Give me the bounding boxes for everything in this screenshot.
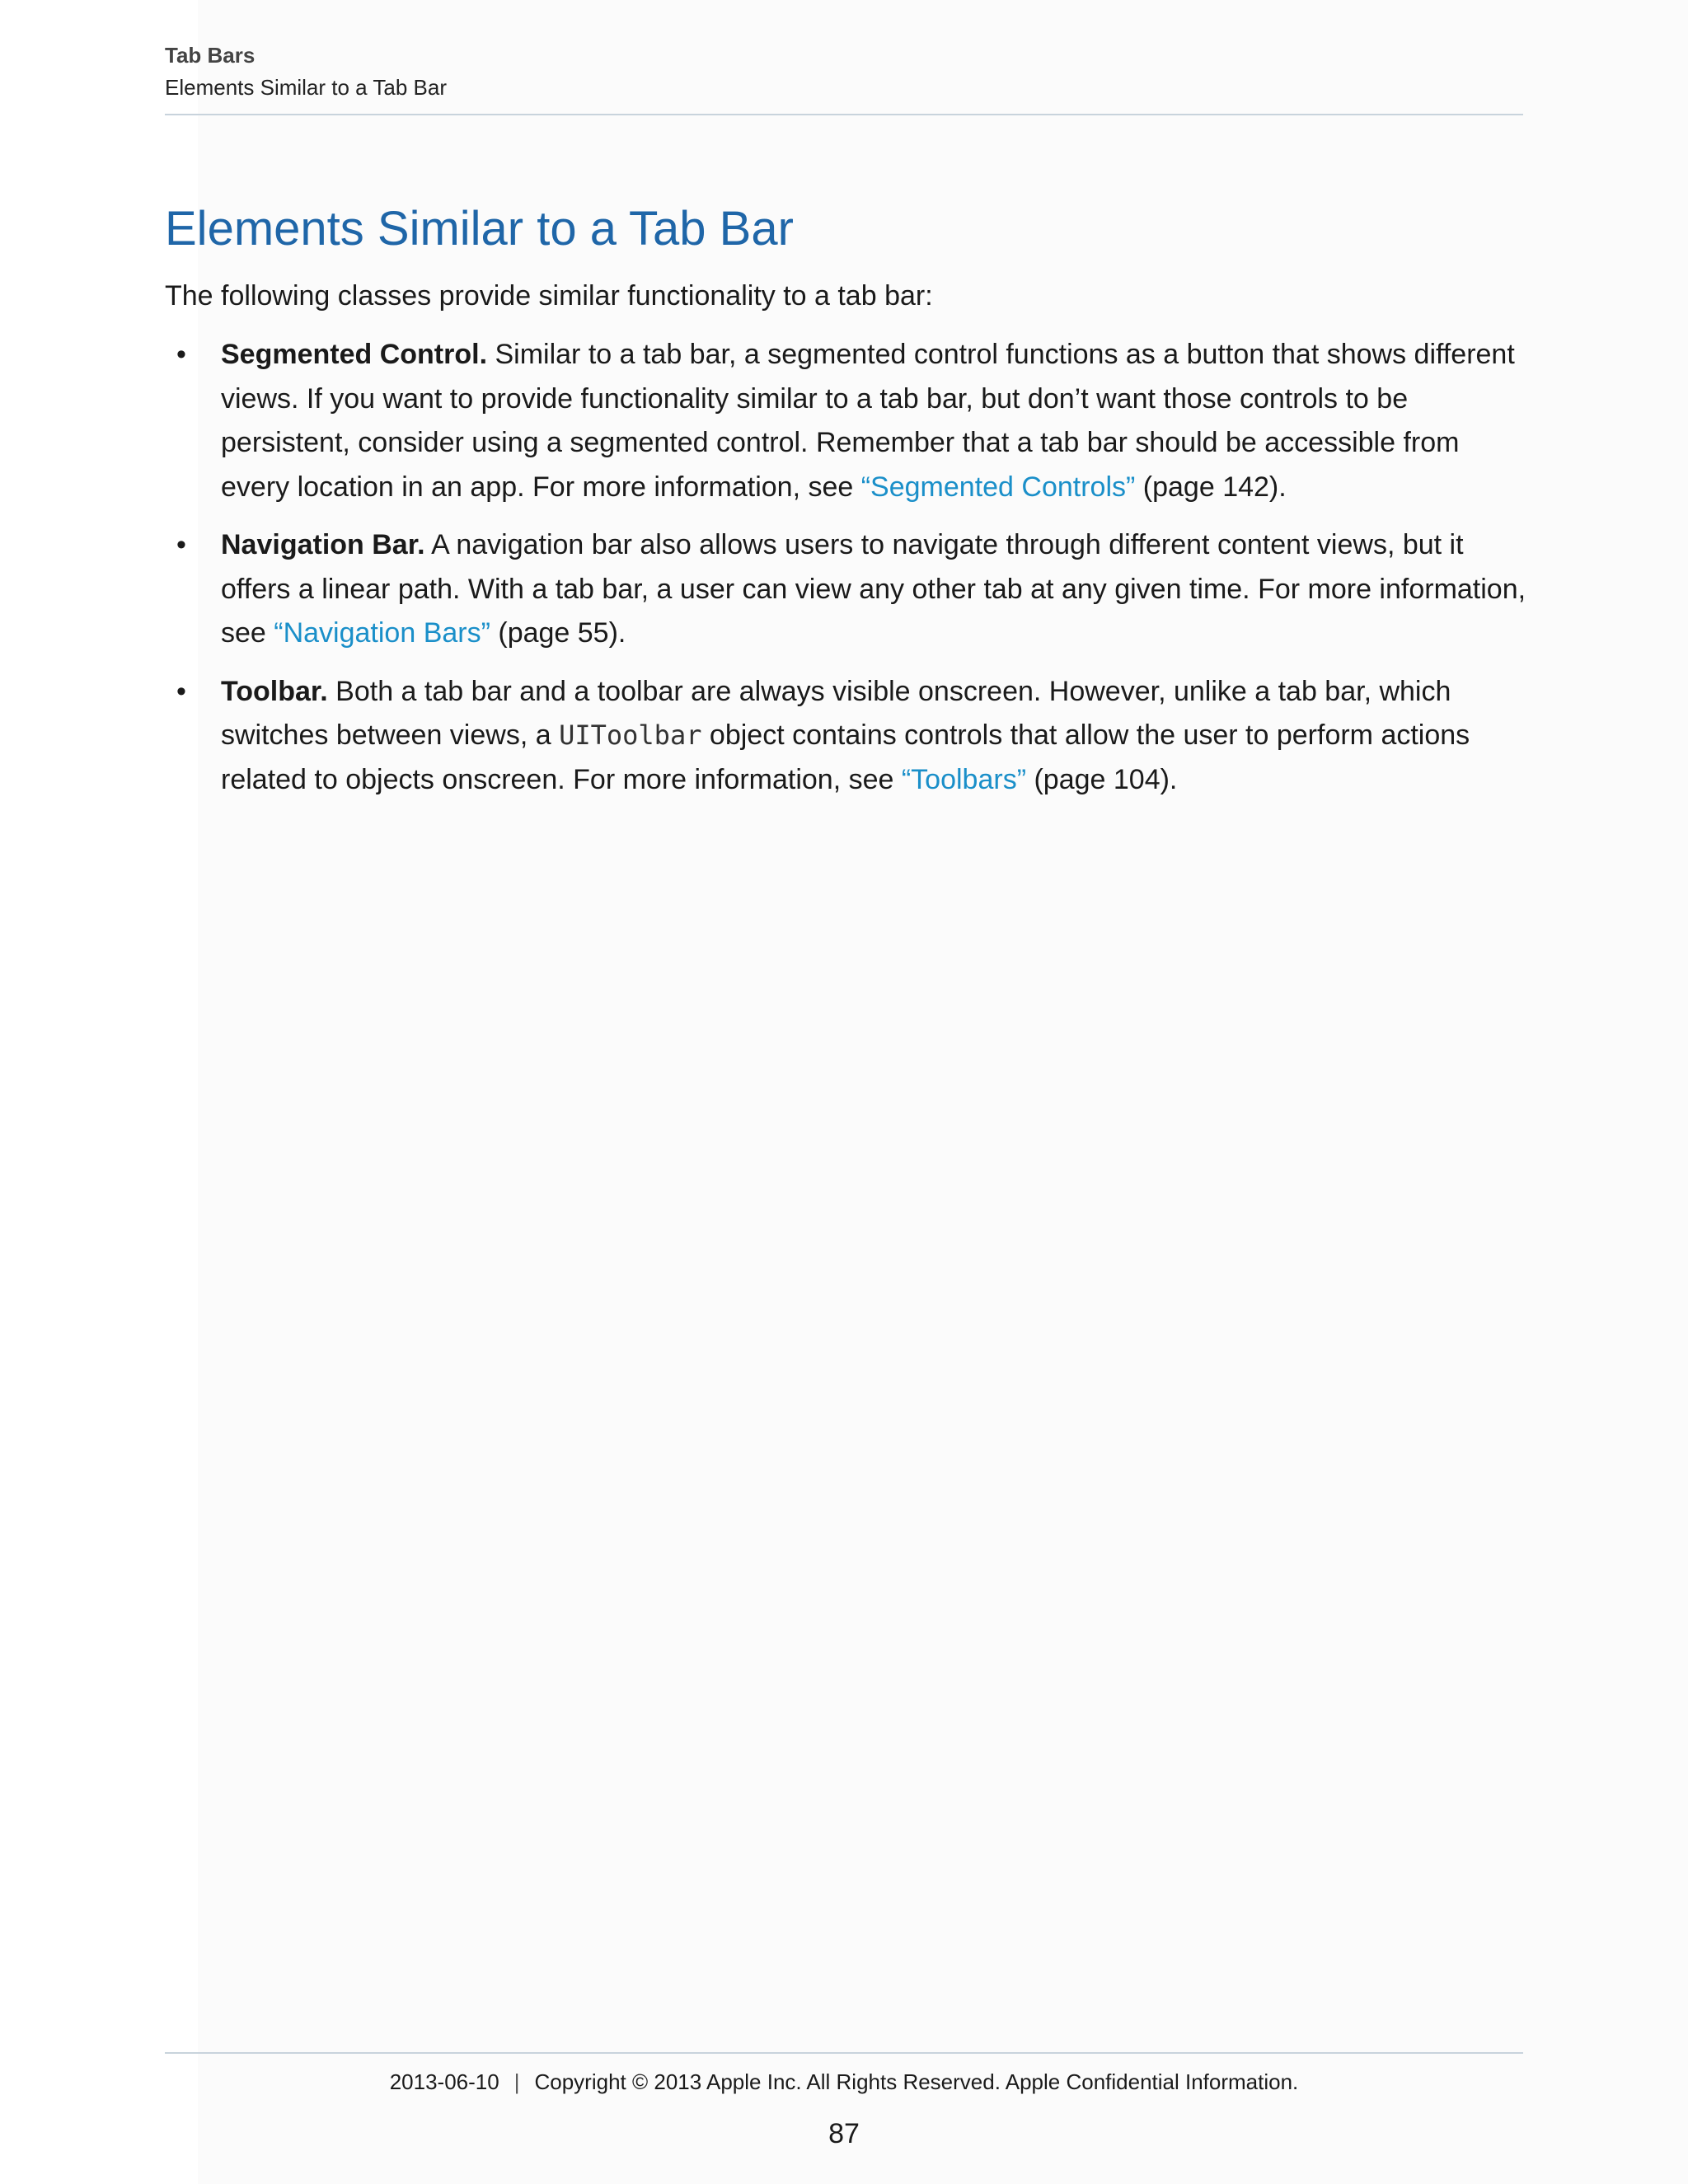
bullet-text: Both a tab bar and a toolbar are always visible onscreen. However, unlike a tab bar, which switches between views, a (221, 675, 1451, 751)
page-reference: (page 104). (1026, 763, 1178, 795)
term-toolbar: Toolbar. (221, 675, 328, 707)
footer-divider (165, 2052, 1523, 2054)
link-navigation-bars[interactable]: “Navigation Bars” (274, 617, 490, 649)
code-uitoolbar: UIToolbar (559, 719, 702, 751)
running-header (165, 40, 1523, 104)
intro-paragraph: The following classes provide similar functionality to a tab bar: (165, 280, 933, 312)
footer (165, 2065, 1523, 2098)
list-item-toolbar (165, 670, 1533, 803)
bullet-text: A navigation bar also allows users to navigate through different content views, but it offers a linear path. With a tab bar, a user can view any other tab at any given time. For more information, see (221, 529, 1526, 649)
term-segmented-control: Segmented Control. (221, 339, 488, 370)
link-toolbars[interactable]: “Toolbars” (901, 763, 1027, 795)
footer-separator: | (513, 2069, 520, 2094)
bullet-text-continued: object contains controls that allow the user to perform actions related to objects onscreen. For more information, see (221, 719, 1470, 795)
bullet-text: Similar to a tab bar, a segmented control functions as a button that shows different views. If you want to provide functionality similar to a tab bar, but don’t want those controls to be persistent, consider using a segmented control. Remember that a tab bar should be accessible from every location in an app. For more information, see (221, 339, 1515, 503)
footer-date: 2013-06-10 (389, 2069, 499, 2094)
page-reference: (page 142). (1135, 471, 1287, 503)
list-item-segmented-control (165, 333, 1533, 509)
bullet-dot-icon: • (176, 339, 186, 370)
bullet-list (165, 333, 1533, 816)
link-segmented-controls[interactable]: “Segmented Controls” (860, 471, 1136, 503)
header-chapter: Tab Bars (165, 43, 256, 68)
page-number: 87 (828, 2118, 860, 2149)
bullet-dot-icon: • (176, 529, 186, 560)
header-section: Elements Similar to a Tab Bar (165, 75, 447, 100)
header-divider (165, 114, 1523, 115)
term-navigation-bar: Navigation Bar. (221, 529, 425, 560)
section-title: Elements Similar to a Tab Bar (165, 202, 794, 255)
page-reference: (page 55). (490, 617, 626, 649)
footer-copyright: Copyright © 2013 Apple Inc. All Rights Reserved. Apple Confidential Information. (534, 2069, 1299, 2094)
bullet-dot-icon: • (176, 675, 186, 707)
page-background (198, 0, 1688, 2184)
list-item-navigation-bar (165, 523, 1533, 656)
